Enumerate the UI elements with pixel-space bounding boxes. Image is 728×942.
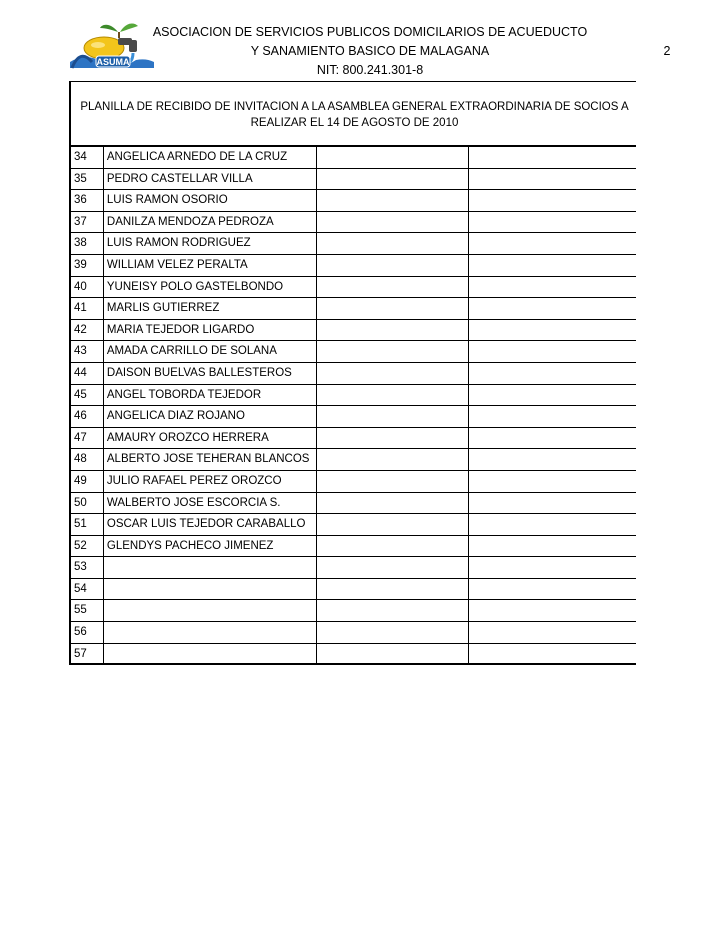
member-name: MARIA TEJEDOR LIGARDO (103, 320, 316, 341)
member-name: LUIS RAMON OSORIO (103, 190, 316, 211)
row-number: 36 (74, 194, 87, 207)
table-row (71, 233, 636, 255)
page-number: 2 (663, 44, 671, 58)
table-row (71, 428, 636, 450)
table-row (71, 449, 636, 471)
row-number: 56 (74, 626, 87, 639)
member-name: ALBERTO JOSE TEHERAN BLANCOS (103, 449, 316, 470)
id-cell (468, 341, 636, 362)
row-number: 53 (74, 561, 87, 574)
member-name: DAISON BUELVAS BALLESTEROS (103, 363, 316, 384)
id-cell (468, 233, 636, 254)
id-cell (468, 255, 636, 276)
table-row (71, 341, 636, 363)
organization-name-line2: Y SANAMIENTO BASICO DE MALAGANA (250, 44, 490, 58)
table-row (71, 212, 636, 234)
member-name: GLENDYS PACHECO JIMENEZ (103, 536, 316, 557)
member-name: LUIS RAMON RODRIGUEZ (103, 233, 316, 254)
table-row (71, 622, 636, 644)
member-name: OSCAR LUIS TEJEDOR CARABALLO (103, 514, 316, 535)
table-row (71, 190, 636, 212)
id-cell (468, 212, 636, 233)
signature-cell (316, 320, 467, 341)
row-number: 48 (74, 453, 87, 466)
signature-cell (316, 622, 467, 643)
signature-cell (316, 190, 467, 211)
table-row (71, 298, 636, 320)
row-number: 45 (74, 388, 87, 401)
row-number: 37 (74, 215, 87, 228)
signature-cell (316, 428, 467, 449)
id-cell (468, 644, 636, 664)
id-cell (468, 622, 636, 643)
id-cell (468, 406, 636, 427)
id-cell (468, 147, 636, 168)
signature-cell (316, 514, 467, 535)
row-number: 40 (74, 280, 87, 293)
table-row (71, 363, 636, 385)
id-cell (468, 536, 636, 557)
sheet-title-box (69, 81, 636, 147)
organization-nit: NIT: 800.241.301-8 (316, 63, 424, 77)
table-row (71, 255, 636, 277)
id-cell (468, 363, 636, 384)
signature-cell (316, 385, 467, 406)
table-row (71, 579, 636, 601)
row-number: 47 (74, 431, 87, 444)
member-name: PEDRO CASTELLAR VILLA (103, 169, 316, 190)
id-cell (468, 579, 636, 600)
signature-cell (316, 536, 467, 557)
signature-cell (316, 298, 467, 319)
id-cell (468, 493, 636, 514)
member-name: ANGELICA DIAZ ROJANO (103, 406, 316, 427)
table-row (71, 514, 636, 536)
signature-cell (316, 579, 467, 600)
signature-cell (316, 169, 467, 190)
row-number: 38 (74, 237, 87, 250)
signature-cell (316, 644, 467, 664)
signature-cell (316, 471, 467, 492)
table-row (71, 385, 636, 407)
member-name: MARLIS GUTIERREZ (103, 298, 316, 319)
member-name: YUNEISY POLO GASTELBONDO (103, 277, 316, 298)
table-row (71, 406, 636, 428)
row-number: 39 (74, 258, 87, 271)
id-cell (468, 471, 636, 492)
row-number: 46 (74, 410, 87, 423)
member-name: ANGEL TOBORDA TEJEDOR (103, 385, 316, 406)
id-cell (468, 190, 636, 211)
signature-cell (316, 341, 467, 362)
table-row (71, 169, 636, 191)
member-name: WALBERTO JOSE ESCORCIA S. (103, 493, 316, 514)
table-row (71, 536, 636, 558)
signature-cell (316, 277, 467, 298)
table-row (71, 277, 636, 299)
row-number: 52 (74, 539, 87, 552)
signature-cell (316, 406, 467, 427)
table-row (71, 147, 636, 169)
id-cell (468, 169, 636, 190)
member-name (103, 622, 316, 643)
attendance-sheet (69, 81, 636, 665)
member-table (69, 147, 636, 665)
signature-cell (316, 212, 467, 233)
signature-cell (316, 600, 467, 621)
row-number: 42 (74, 323, 87, 336)
signature-cell (316, 255, 467, 276)
member-name: AMAURY OROZCO HERRERA (103, 428, 316, 449)
member-name: WILLIAM VELEZ PERALTA (103, 255, 316, 276)
member-name (103, 579, 316, 600)
id-cell (468, 320, 636, 341)
member-name: AMADA CARRILLO DE SOLANA (103, 341, 316, 362)
svg-text:ASUMA: ASUMA (96, 57, 130, 67)
table-row (71, 471, 636, 493)
row-number: 41 (74, 302, 87, 315)
signature-cell (316, 233, 467, 254)
id-cell (468, 557, 636, 578)
row-number: 43 (74, 345, 87, 358)
row-number: 50 (74, 496, 87, 509)
row-number: 55 (74, 604, 87, 617)
sheet-title-line2: REALIZAR EL 14 DE AGOSTO DE 2010 (250, 117, 459, 129)
signature-cell (316, 147, 467, 168)
signature-cell (316, 557, 467, 578)
row-number: 34 (74, 151, 87, 163)
id-cell (468, 449, 636, 470)
member-name: DANILZA MENDOZA PEDROZA (103, 212, 316, 233)
table-row (71, 644, 636, 666)
organization-name-line1: ASOCIACION DE SERVICIOS PUBLICOS DOMICILARIOS DE ACUEDUCTO (152, 25, 588, 39)
id-cell (468, 298, 636, 319)
row-number: 44 (74, 366, 87, 379)
member-name (103, 644, 316, 664)
table-row (71, 557, 636, 579)
row-number: 57 (74, 647, 87, 660)
member-name (103, 557, 316, 578)
row-number: 35 (74, 172, 87, 185)
member-name: ANGELICA ARNEDO DE LA CRUZ (103, 147, 316, 168)
row-number: 54 (74, 582, 87, 595)
id-cell (468, 600, 636, 621)
table-row (71, 493, 636, 515)
row-number: 51 (74, 518, 87, 531)
id-cell (468, 385, 636, 406)
signature-cell (316, 493, 467, 514)
row-number: 49 (74, 474, 87, 487)
sheet-title-line1: PLANILLA DE RECIBIDO DE INVITACION A LA ASAMBLEA GENERAL EXTRAORDINARIA DE SOCIOS A (80, 101, 629, 113)
table-row (71, 600, 636, 622)
member-name (103, 600, 316, 621)
signature-cell (316, 363, 467, 384)
id-cell (468, 428, 636, 449)
member-name: JULIO RAFAEL PEREZ OROZCO (103, 471, 316, 492)
table-row (71, 320, 636, 342)
id-cell (468, 514, 636, 535)
id-cell (468, 277, 636, 298)
signature-cell (316, 449, 467, 470)
